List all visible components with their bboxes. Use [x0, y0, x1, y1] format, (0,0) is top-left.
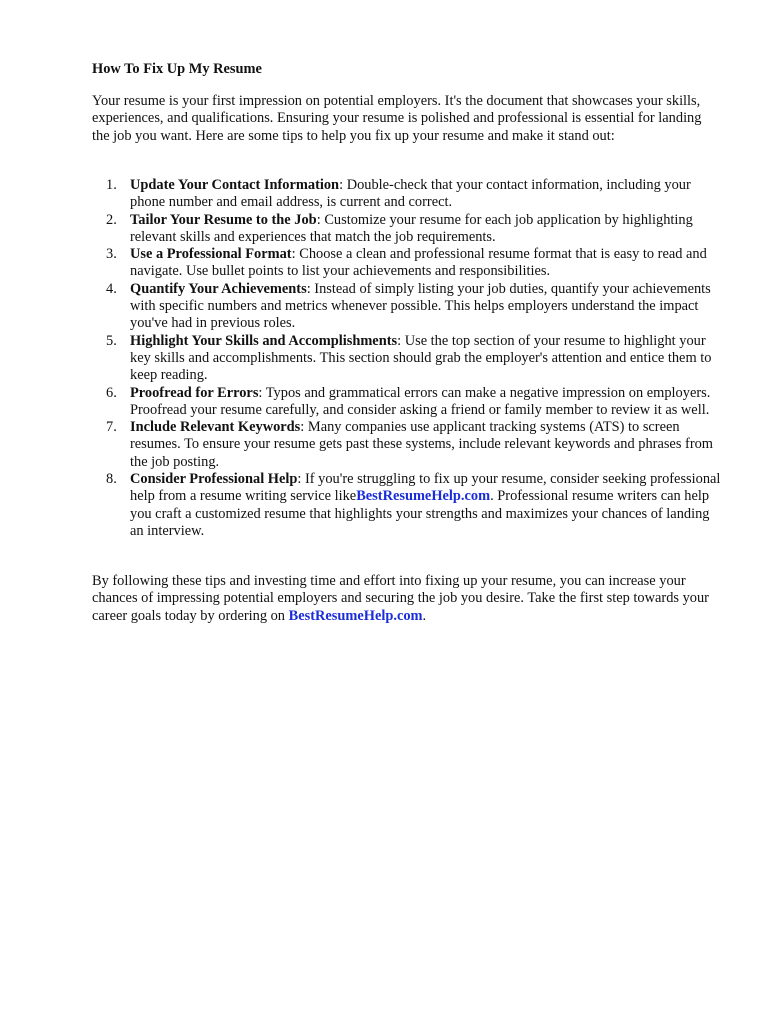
tip-body-after-link: . Professional resume writers can help you craft a customized resume that highlights your strengths and maximizes your chances of landing an interview.	[130, 488, 710, 539]
tip-number: 3.	[106, 246, 117, 263]
tip-title: Proofread for Errors	[130, 384, 259, 401]
tip-title: Highlight Your Skills and Accomplishments	[130, 332, 398, 349]
tip-body: Instead of simply listing your job duties, quantify your achievements with specific numbers and metrics whenever possible. This helps employers understand the impact you've had in previous roles.	[130, 280, 711, 332]
closing-text: By following these tips and investing time and effort into fixing up your resume, you can increase your chances of impressing potential employers and securing the job you desire. Take the first step towards your career goals today by ordering on	[92, 573, 709, 624]
tip-separator: :	[306, 280, 311, 297]
tip-separator: :	[300, 419, 305, 436]
tip-item	[92, 385, 722, 420]
tip-number: 5.	[106, 332, 117, 349]
tip-title: Update Your Contact Information	[130, 177, 340, 193]
closing-period: .	[422, 607, 427, 624]
tip-title: Tailor Your Resume to the Job	[130, 211, 317, 228]
tip-title: Use a Professional Format	[130, 246, 292, 263]
tip-title: Quantify Your Achievements	[130, 280, 307, 297]
tip-separator: :	[316, 211, 321, 228]
tip-item	[92, 177, 722, 212]
tip-body: Use the top section of your resume to highlight your key skills and accomplishments. This section should grab the employer's attention and entice them to keep reading.	[130, 332, 712, 384]
tip-body: Double-check that your contact information, including your phone number and email address, is current and correct.	[130, 177, 691, 211]
tip-body: Choose a clean and professional resume format that is easy to read and navigate. Use bullet points to list your achievements and responsibilities.	[130, 246, 707, 280]
tip-item	[92, 212, 722, 247]
tip-body: Typos and grammatical errors can make a negative impression on employers. Proofread your resume carefully, and consider asking a friend or family member to review it as well.	[130, 384, 711, 418]
closing-paragraph	[92, 573, 722, 625]
bestresumehelp-link[interactable]: BestResumeHelp.com	[356, 488, 491, 505]
tip-separator: :	[297, 471, 302, 488]
tip-title: Include Relevant Keywords	[130, 419, 301, 436]
tip-separator: :	[339, 177, 344, 193]
tip-number: 1.	[106, 177, 117, 193]
document-title: How To Fix Up My Resume	[92, 61, 262, 77]
tip-separator: :	[291, 246, 296, 263]
tip-item	[92, 246, 722, 281]
tip-item	[92, 333, 722, 385]
intro-paragraph: Your resume is your first impression on potential employers. It's the document that showcases your skills, experiences, and qualifications. Ensuring your resume is polished and professional is essential for landing the job you want. Here are some tips to help you fix up your resume and make it stand out:	[92, 93, 702, 144]
tip-number: 7.	[106, 419, 117, 436]
tip-number: 2.	[106, 211, 117, 228]
tip-number: 8.	[106, 471, 117, 488]
tip-item	[92, 281, 722, 333]
tip-title: Consider Professional Help	[130, 471, 298, 488]
closing-bestresumehelp-link[interactable]: BestResumeHelp.com	[288, 607, 423, 624]
tip-number: 6.	[106, 384, 117, 401]
tip-separator: :	[397, 332, 402, 349]
tip-body: Customize your resume for each job application by highlighting relevant skills and experiences that match the job requirements.	[130, 211, 693, 245]
tips-list	[92, 177, 722, 540]
tip-number: 4.	[106, 280, 117, 297]
tip-body: Many companies use applicant tracking systems (ATS) to screen resumes. To ensure your resume gets past these systems, include relevant keywords and phrases from the job posting.	[130, 419, 713, 470]
tip-separator: :	[258, 384, 263, 401]
tip-item	[92, 471, 722, 540]
tip-item	[92, 419, 722, 471]
tip-body-before-link: If you're struggling to fix up your resume, consider seeking professional help from a resume writing service like	[130, 471, 721, 505]
